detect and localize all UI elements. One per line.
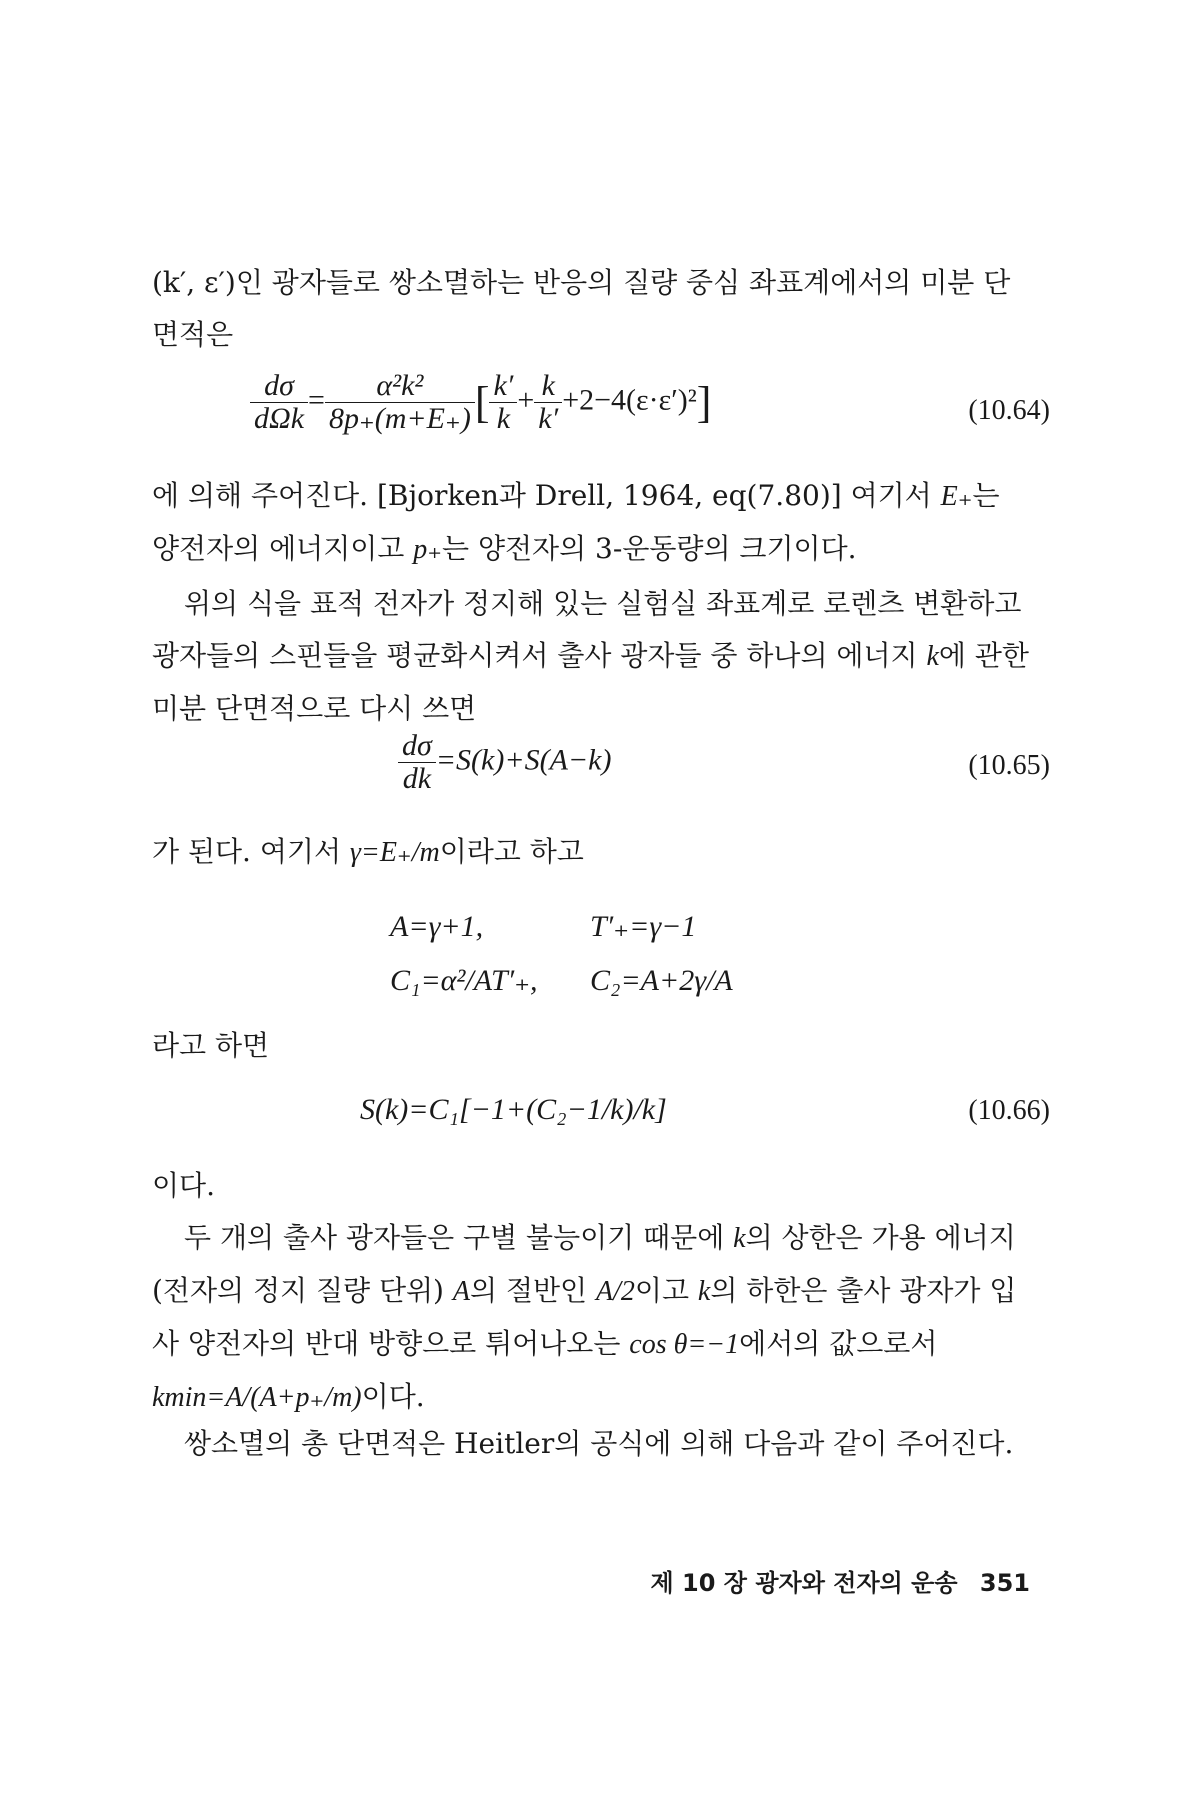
p6-text: 이다. [152, 1169, 215, 1202]
def-C2: C₂=A+2γ/A [590, 964, 733, 997]
footer-chapter: 제 10 장 광자와 전자의 운송 [650, 1569, 958, 1597]
eq1-term2 [534, 370, 562, 435]
p7-text-a: 두 개의 출사 광자들은 구별 불능이기 때문에 [184, 1221, 734, 1254]
paragraph-is [152, 1160, 1032, 1212]
eq1-term2-num: k [541, 369, 555, 402]
inline-cos-theta: cos θ=−1 [629, 1329, 740, 1360]
page-number: 351 [979, 1569, 1030, 1597]
p3-text-b: 에 관한 미분 단면적으로 다시 쓰면 [152, 639, 1029, 725]
p7-text-c: 의 절반인 [470, 1274, 596, 1307]
paragraph-lab-frame [152, 578, 1032, 735]
eq2-rhs: =S(k)+S(A−k) [435, 743, 612, 777]
eq1-term1-den: k [489, 402, 517, 435]
eq2-lhs-den: dk [398, 762, 436, 795]
inline-A: A [452, 1276, 470, 1307]
equation-10-66 [360, 1093, 667, 1127]
equation-10-65 [398, 730, 611, 795]
inline-k-3: k [697, 1276, 711, 1307]
eq1-coef-num: α²k² [376, 369, 424, 402]
equation-number-10-66: (10.66) [968, 1095, 1050, 1126]
p4-text-a: 가 된다. 여기서 [152, 835, 350, 868]
p4-text-b: 이라고 하고 [439, 835, 584, 868]
paragraph-gamma [152, 826, 1032, 879]
inline-gamma-def: γ=E₊/m [349, 837, 440, 868]
p5-text: 라고 하면 [152, 1029, 270, 1062]
eq3-body: S(k)=C₁[−1+(C₂−1/k)/k] [360, 1093, 667, 1126]
definitions-row-1 [390, 900, 733, 954]
eq1-lhs [250, 370, 308, 435]
def-T: T′₊=γ−1 [590, 910, 697, 943]
eq1-coef [325, 370, 475, 435]
eq1-term2-den: k′ [534, 402, 562, 435]
definitions-block [390, 900, 733, 1008]
page-footer [600, 1563, 1030, 1598]
p3-text-a: 위의 식을 표적 전자가 정지해 있는 실험실 좌표계로 로렌츠 변환하고 광자들의 스핀들을 평균화시켜서 출사 광자들 중 하나의 에너지 [152, 587, 1022, 672]
eq2-lhs-num: dσ [402, 729, 432, 762]
eq1-term1 [489, 370, 517, 435]
equation-number-10-64: (10.64) [968, 395, 1050, 426]
eq1-lhs-num: dσ [264, 369, 294, 402]
p2-text-b: 는 양전자의 에너지이고 [152, 479, 1000, 565]
paragraph-intro-text: (k′, ε′)인 광자들로 쌍소멸하는 반응의 질량 중심 좌표계에서의 미분 단면적은 [152, 266, 1011, 351]
paragraph-total-cross-section [152, 1418, 1032, 1470]
equation-10-64: $\frac{d\sigma}{\text{dΩk}}$ = $\frac{\text{α²k²}}{8p_+(m+E_+)}$ [ $\frac{k'}{k}$ + $\frac{k}{k'}$ +2−4(ε·ε′)²] [250, 370, 711, 435]
inline-p-plus: p₊ [413, 534, 443, 565]
p7-text-g: 이다. [361, 1380, 425, 1413]
paragraph-intro [152, 257, 1032, 361]
inline-A-half: A/2 [596, 1276, 635, 1307]
inline-kmin: kmin=A/(A+p₊/m) [152, 1382, 362, 1413]
paragraph-source [152, 470, 1032, 576]
p7-text-d: 이고 [634, 1274, 698, 1307]
inline-E-plus: E₊ [940, 481, 973, 512]
eq1-lhs-den: dΩk [250, 402, 308, 435]
equation-number-10-65: (10.65) [968, 750, 1050, 781]
p2-text-a: 에 의해 주어진다. [Bjorken과 Drell, 1964, eq(7.80)] 여기서 [152, 479, 941, 512]
p2-text-c: 는 양전자의 3-운동량의 크기이다. [442, 532, 857, 565]
paragraph-then [152, 1020, 1032, 1072]
p8-text: 쌍소멸의 총 단면적은 Heitler의 공식에 의해 다음과 같이 주어진다. [184, 1427, 1014, 1460]
p7-text-e: 의 하한은 출사 광자가 입사 양전자의 반대 방향으로 튀어나오는 [152, 1274, 1017, 1360]
inline-k: k [926, 641, 939, 672]
eq1-tail: +2−4(ε·ε′)² [562, 383, 697, 417]
def-A: A=γ+1, [390, 910, 484, 943]
def-C1: C₁=α²/AT′₊, [390, 964, 538, 997]
eq1-coef-den: 8p₊(m+E₊) [325, 402, 475, 435]
paragraph-limits [152, 1212, 1032, 1424]
inline-k-2: k [733, 1223, 746, 1254]
eq1-term1-num: k′ [493, 369, 514, 402]
p7-text-b: 의 상한은 가용 에너지(전자의 정지 질량 단위) [152, 1221, 1016, 1307]
definitions-row-2 [390, 954, 733, 1008]
p7-text-f: 에서의 값으로서 [739, 1327, 938, 1360]
eq2-lhs [398, 730, 436, 795]
